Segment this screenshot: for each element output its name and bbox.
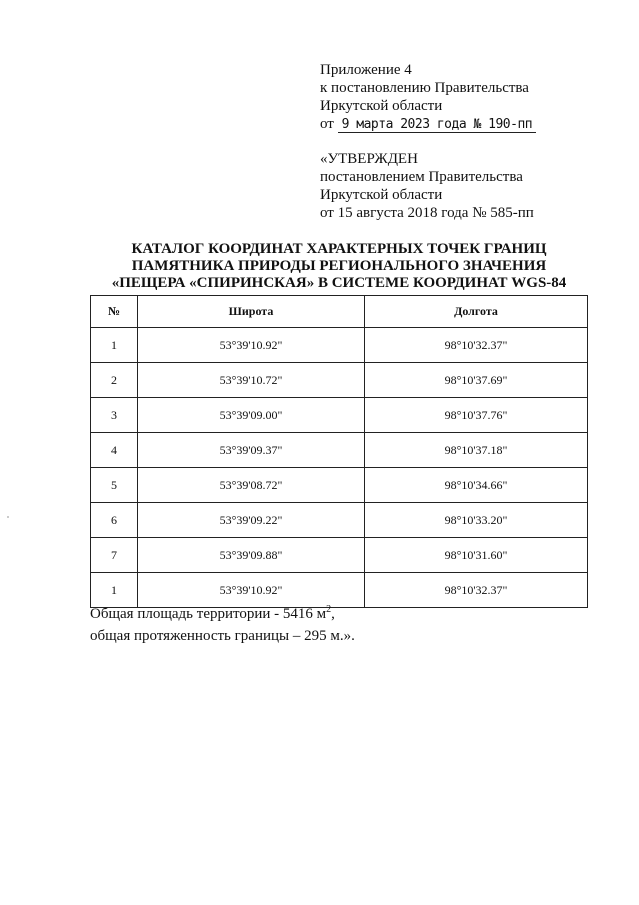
appendix-header [320, 61, 536, 134]
header-number: № [91, 296, 138, 328]
cell-longitude: 98°10'34.66" [365, 468, 588, 503]
cell-latitude: 53°39'09.00" [138, 398, 365, 433]
approval-line-3: Иркутской области [320, 187, 443, 203]
appendix-date-value: 9 марта 2023 года № 190-пп [338, 117, 537, 133]
table-row [91, 503, 588, 538]
cell-latitude: 53°39'10.92" [138, 573, 365, 608]
table-row [91, 328, 588, 363]
appendix-line-3: Иркутской области [320, 98, 443, 114]
table-row [91, 538, 588, 573]
cell-latitude: 53°39'10.72" [138, 363, 365, 398]
boundary-length-line: общая протяженность границы – 295 м.». [90, 628, 355, 644]
header-latitude: Широта [138, 296, 365, 328]
coordinates-table [90, 295, 588, 608]
total-area-line [90, 603, 355, 625]
approval-block [320, 150, 534, 222]
document-title [90, 241, 588, 292]
cell-latitude: 53°39'09.37" [138, 433, 365, 468]
cell-latitude: 53°39'09.22" [138, 503, 365, 538]
cell-longitude: 98°10'33.20" [365, 503, 588, 538]
cell-longitude: 98°10'37.76" [365, 398, 588, 433]
table-row [91, 468, 588, 503]
cell-number: 3 [91, 398, 138, 433]
cell-longitude: 98°10'31.60" [365, 538, 588, 573]
total-area-punct: , [331, 606, 335, 622]
area-summary [90, 603, 355, 647]
total-area-text: Общая площадь территории - 5416 м [90, 606, 327, 622]
cell-latitude: 53°39'09.88" [138, 538, 365, 573]
title-line-3: «ПЕЩЕРА «СПИРИНСКАЯ» В СИСТЕМЕ КООРДИНАТ WGS-84 [111, 275, 567, 291]
cell-longitude: 98°10'32.37" [365, 328, 588, 363]
cell-longitude: 98°10'37.69" [365, 363, 588, 398]
table-row [91, 363, 588, 398]
cell-number: 6 [91, 503, 138, 538]
area-unit-exponent: 2 [326, 604, 332, 615]
cell-latitude: 53°39'10.92" [138, 328, 365, 363]
appendix-date-prefix: от [320, 116, 334, 132]
cell-latitude: 53°39'08.72" [138, 468, 365, 503]
appendix-date-line [320, 115, 536, 134]
cell-longitude: 98°10'37.18" [365, 433, 588, 468]
table-row [91, 398, 588, 433]
table-header-row [91, 296, 588, 328]
header-longitude: Долгота [365, 296, 588, 328]
approval-line-2: постановлением Правительства [320, 169, 523, 185]
cell-longitude: 98°10'32.37" [365, 573, 588, 608]
title-line-1: КАТАЛОГ КООРДИНАТ ХАРАКТЕРНЫХ ТОЧЕК ГРАНИЦ [131, 241, 547, 257]
cell-number: 1 [91, 328, 138, 363]
appendix-line-1: Приложение 4 [320, 62, 412, 78]
approval-line-4: от 15 августа 2018 года № 585-пп [320, 205, 534, 221]
cell-number: 2 [91, 363, 138, 398]
cell-number: 1 [91, 573, 138, 608]
table-row [91, 433, 588, 468]
cell-number: 7 [91, 538, 138, 573]
scan-speck [7, 516, 9, 518]
cell-number: 4 [91, 433, 138, 468]
title-line-2: ПАМЯТНИКА ПРИРОДЫ РЕГИОНАЛЬНОГО ЗНАЧЕНИЯ [131, 258, 547, 274]
cell-number: 5 [91, 468, 138, 503]
appendix-line-2: к постановлению Правительства [320, 80, 529, 96]
approval-line-1: «УТВЕРЖДЕН [320, 151, 418, 167]
